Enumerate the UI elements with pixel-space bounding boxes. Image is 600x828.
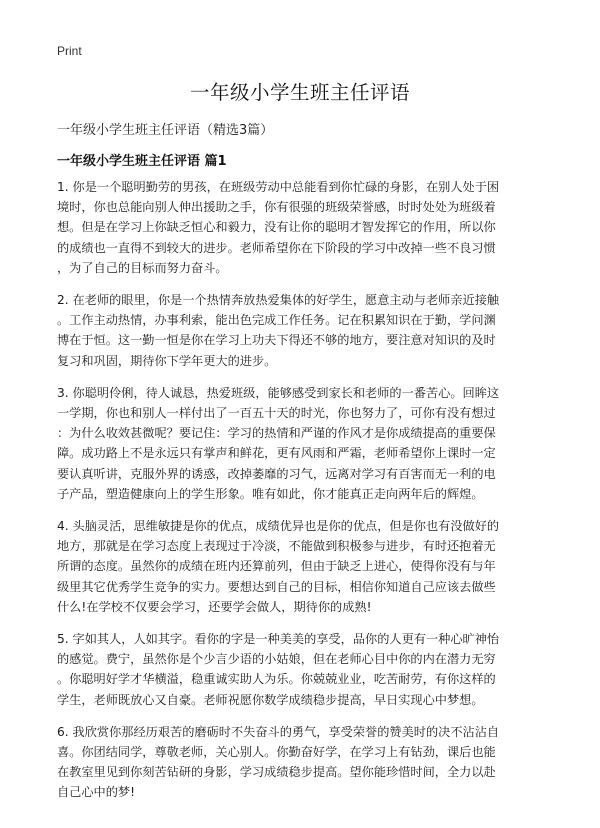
paragraph-2 — [57, 290, 549, 371]
paragraph-line: 2. 在老师的眼里，你是一个热情奔放热爱集体的好学生，愿意主动与老师亲近接触 — [57, 293, 500, 308]
print-label: Print — [57, 44, 82, 58]
paragraph-line: 所谓的态度。虽然你的成绩在班内还算前列，但由于缺乏上进心，使得你没有与年 — [57, 559, 496, 574]
document-subtitle: 一年级小学生班主任评语（精选3篇） — [57, 123, 274, 138]
paragraph-5 — [57, 629, 549, 710]
paragraph-line: 障。成功路上不是永远只有掌声和鲜花，更有风雨和严霜，老师希望你上课时一定 — [57, 446, 496, 461]
paragraph-line: 地方，那就是在学习态度上表现过于冷淡，不能做到积极参与进步，有时还抱着无 — [57, 539, 496, 554]
paragraph-1 — [57, 177, 549, 278]
paragraph-line: 的成绩也一直得不到较大的进步。老师希望你在下阶段的学习中改掉一些不良习惯 — [57, 240, 496, 255]
paragraph-line: 自己心中的梦! — [57, 785, 136, 800]
paragraph-line: ：为什么收效甚微呢？要记住：学习的热情和严谨的作风才是你成绩提高的重要保 — [57, 426, 496, 441]
paragraph-4 — [57, 516, 549, 617]
paragraph-line: 。工作主动热情，办事利索，能出色完成工作任务。记在积累知识在于勤，学问渊 — [57, 313, 496, 328]
paragraph-line: 一学期，你也和别人一样付出了一百五十天的时光，你也努力了，可你有没有想过 — [57, 406, 496, 421]
paragraph-line: 复习和巩固，期待你下学年更大的进步。 — [57, 353, 277, 368]
paragraph-line: 1. 你是一个聪明勤劳的男孩，在班级劳动中总能看到你忙碌的身影，在别人处于困 — [57, 180, 500, 194]
paragraph-3 — [57, 383, 549, 504]
paragraph-line: 5. 字如其人，人如其字。看你的字是一种美美的享受，品你的人更有一种心旷神怡 — [57, 632, 500, 647]
paragraph-line: 学生，老师既放心又自豪。老师祝愿你数学成绩稳步提高，早日实现心中梦想。 — [57, 692, 484, 707]
section-heading: 一年级小学生班主任评语 篇1 — [57, 154, 227, 169]
paragraph-line: 3. 你聪明伶俐，待人诚恳，热爱班级，能够感受到家长和老师的一番苦心。回眸这 — [57, 385, 500, 400]
paragraph-line: 想。但是在学习上你缺乏恒心和毅力，没有让你的聪明才智发挥它的作用，所以你 — [57, 220, 496, 235]
paragraph-line: 在教室里见到你刻苦钻研的身影，学习成绩稳步提高。望你能珍惜时间，全力以赴 — [57, 765, 496, 780]
paragraph-6 — [57, 722, 549, 803]
paragraph-line: 4. 头脑灵活，思维敏捷是你的优点，成绩优异也是你的优点，但是你也有没做好的 — [57, 519, 500, 534]
paragraph-line: 。你聪明好学才华横溢，稳重诚实助人为乐。你兢兢业业，吃苦耐劳，有你这样的 — [57, 672, 496, 687]
document-title: 一年级小学生班主任评语 — [189, 81, 410, 104]
paragraph-line: 要认真听讲，克服外界的诱惑，改掉萎靡的习气，远离对学习有百害而无一利的电 — [57, 466, 496, 481]
paragraph-line: 子产品，塑造健康向上的学生形象。唯有如此，你才能真正走向两年后的辉煌。 — [57, 486, 484, 501]
paragraph-line: 境时，你也总能向别人伸出援助之手，你有很强的班级荣誉感，时时处处为班级着 — [57, 200, 496, 215]
paragraph-line: 6. 我欣赏你那经历艰苦的磨砺时不失奋斗的勇气，享受荣誉的赞美时的决不沾沾自 — [57, 724, 500, 739]
document-body — [57, 177, 549, 815]
paragraph-line: ，为了自己的目标而努力奋斗。 — [57, 260, 228, 275]
paragraph-line: 什么!在学校不仅要会学习，还要学会做人，期待你的成熟! — [57, 599, 372, 614]
paragraph-line: 的感觉。费宁，虽然你是个少言少语的小姑娘，但在老师心目中你的内在潜力无穷 — [57, 652, 496, 667]
paragraph-line: 博在于恒。这一勤一恒是你在学习上功夫下得还不够的地方，要注意对知识的及时 — [57, 333, 496, 348]
paragraph-line: 喜。你团结同学，尊敬老师，关心别人。你勤奋好学，在学习上有钻劲，课后也能 — [57, 745, 496, 760]
paragraph-line: 级里其它优秀学生竞争的实力。要想达到自己的目标，相信你知道自己应该去做些 — [57, 579, 496, 594]
